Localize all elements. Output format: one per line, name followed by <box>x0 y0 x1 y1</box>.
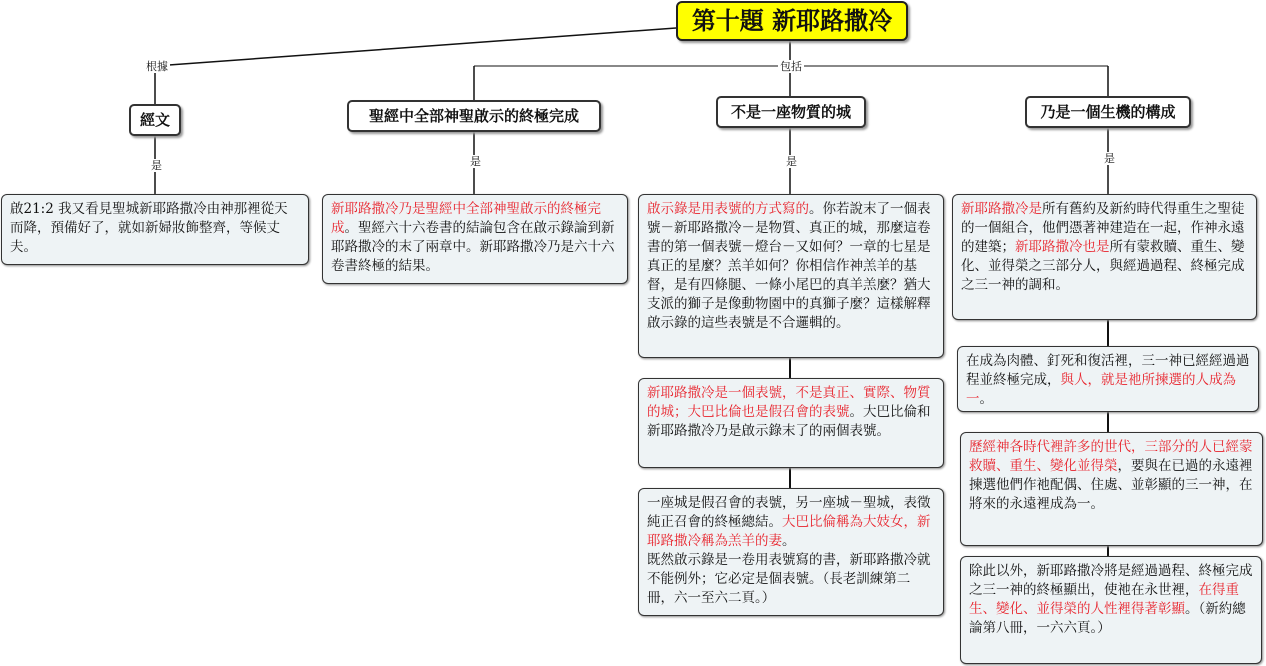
sign3-text-end: 。 <box>782 533 796 549</box>
org2-highlight: 與人，就是祂所揀選的人成為一 <box>966 372 1236 407</box>
label-is: 是 <box>1104 152 1115 165</box>
sign1-text: 。你若說末了一個表號－新耶路撒冷－是物質、真正的城，那麼這卷書的第一個表號－燈台－又如何？一章的七星是真正的星麼？羔羊如何？你相信作神羔羊的基督，是有四條腿、一條小尾巴的真羊羔麼？猶大支派的獅子是像動物園中的真獅子麼？這樣解釋啟示錄的這些表號是不合邏輯的。 <box>647 201 931 331</box>
org2-text: 在成為肉體、釘死和復活裡，三一神已經經過過程並終極完成， <box>966 353 1250 388</box>
sign-box-2[interactable] <box>638 378 944 468</box>
org2-text-end: 。 <box>979 391 993 407</box>
org4-text: 除此以外，新耶路撒冷將是經過過程、終極完成之三一神的終極顯出，使祂在永世裡， <box>969 563 1253 598</box>
org3-highlight: 歷經神各時代裡許多的世代，三部分的人已經蒙救贖、重生、變化並得榮 <box>969 439 1253 474</box>
label-is: 是 <box>786 155 797 168</box>
topic-not-material[interactable]: 不是一座物質的城 <box>716 96 866 128</box>
scripture-text-box[interactable] <box>1 194 309 265</box>
organic-box-2[interactable] <box>957 346 1259 412</box>
org1-highlight: 新耶路撒冷是 <box>961 201 1042 217</box>
sign-box-1[interactable] <box>638 194 944 358</box>
sign2-text: 。大巴比倫和新耶路撒冷乃是啟示錄末了的兩個表號。 <box>647 404 931 439</box>
org1-highlight-2: 新耶路撒冷也是 <box>1015 239 1110 255</box>
topic-scripture[interactable]: 經文 <box>129 104 181 136</box>
organic-box-3[interactable] <box>960 432 1263 546</box>
label-is: 是 <box>470 155 481 168</box>
sign-box-3[interactable] <box>638 488 944 616</box>
topic-organic[interactable]: 乃是一個生機的構成 <box>1025 96 1191 128</box>
sign2-highlight: 新耶路撒冷是一個表號，不是真正、實際、物質的城；大巴比倫也是假召會的表號 <box>647 385 931 420</box>
topic-consummation[interactable]: 聖經中全部神聖啟示的終極完成 <box>347 100 601 132</box>
consummation-highlight: 新耶路撒冷乃是聖經中全部神聖啟示的終極完成 <box>331 201 601 236</box>
root-topic[interactable]: 第十題 新耶路撒冷 <box>676 1 908 41</box>
sign3-text: 一座城是假召會的表號，另一座城－聖城，表徵純正召會的終極總結。 <box>647 495 931 530</box>
consummation-box[interactable] <box>322 194 628 284</box>
label-includes: 包括 <box>780 60 802 73</box>
sign3-highlight: 大巴比倫稱為大妓女，新耶路撒冷稱為羔羊的妻 <box>647 514 931 549</box>
scripture-text: 啟21:2 我又看見聖城新耶路撒冷由神那裡從天而降，預備好了，就如新婦妝飾整齊，等候丈夫。 <box>10 201 288 255</box>
org1-text-2: 所有蒙救贖、重生、變化、並得榮之三部分人，與經過過程、終極完成之三一神的調和。 <box>961 239 1245 293</box>
organic-box-1[interactable] <box>952 194 1257 320</box>
sign1-highlight: 啟示錄是用表號的方式寫的 <box>647 201 809 217</box>
label-basis: 根據 <box>146 60 168 73</box>
consummation-text: 。聖經六十六卷書的結論包含在啟示錄論到新耶路撒冷的末了兩章中。新耶路撒冷乃是六十六卷書終極的結果。 <box>331 220 615 274</box>
org4-text-end: 。（新約總論第八冊，一六六頁。） <box>969 601 1246 636</box>
label-is: 是 <box>151 159 162 172</box>
org4-highlight: 在得重生、變化、並得榮的人性裡得著彰顯 <box>969 582 1239 617</box>
organic-box-4[interactable] <box>960 556 1262 664</box>
org1-text: 所有舊約及新約時代得重生之聖徒的一個組合，他們憑著神建造在一起，作神永遠的建築； <box>961 201 1245 255</box>
sign3-text-2: 既然啟示錄是一卷用表號寫的書，新耶路撒冷就不能例外；它必定是個表號。（長老訓練第二冊，六一至六二頁。） <box>647 552 931 606</box>
org3-text: ，要與在已過的永遠裡揀選他們作祂配偶、住處、並彰顯的三一神，在將來的永遠裡成為一。 <box>969 458 1253 512</box>
